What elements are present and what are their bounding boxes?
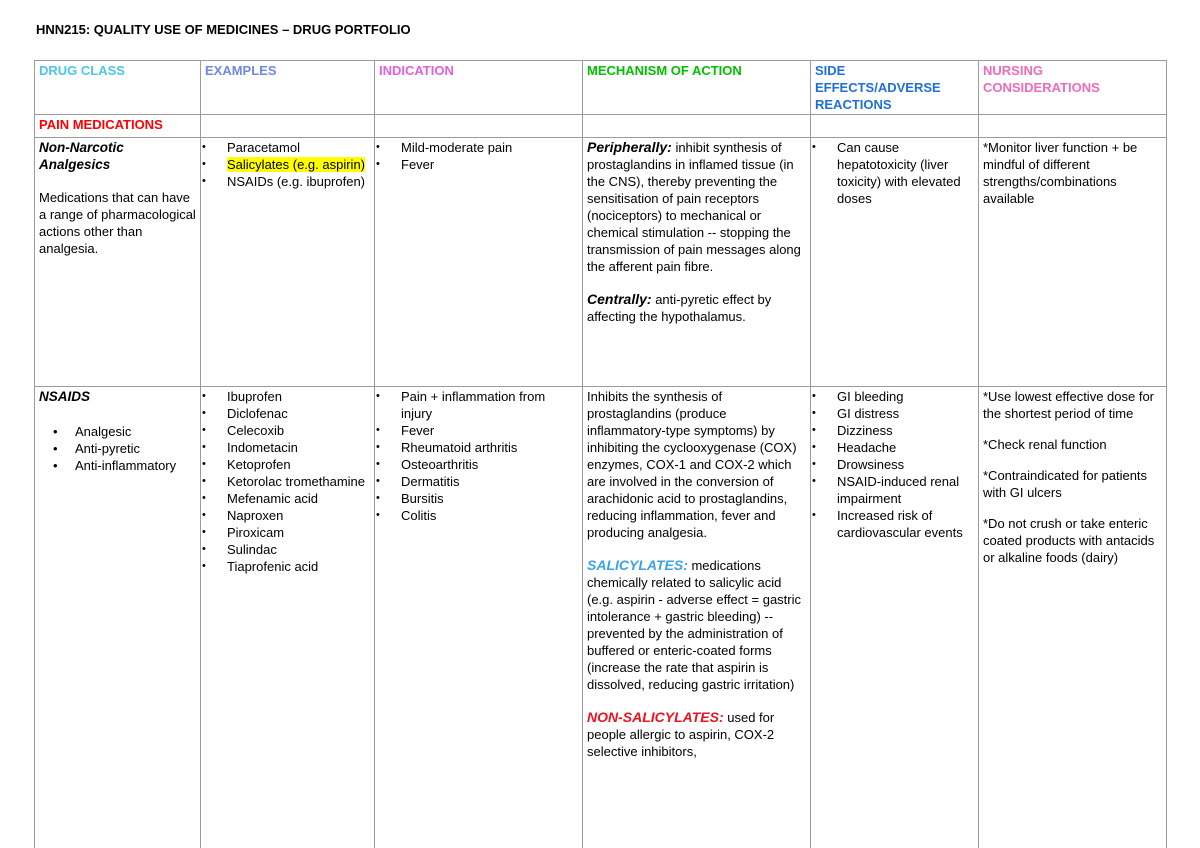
empty-cell [201,115,375,138]
list-item [205,156,370,173]
list-item: • GI bleeding [815,388,974,405]
mechanism-cell [583,387,811,848]
list-item: • Ketorolac tromethamine [205,473,370,490]
side-effects-list [815,139,974,207]
indication-cell [375,387,583,848]
list-item: • Dermatitis [379,473,578,490]
header-side-effects: SIDE EFFECTS/ADVERSE REACTIONS [811,61,979,115]
list-item: • Drowsiness [815,456,974,473]
nursing-cell [979,387,1167,848]
list-item: • Bursitis [379,490,578,507]
list-item: • Ketoprofen [205,456,370,473]
list-item: • GI distress [815,405,974,422]
document-title: HNN215: QUALITY USE OF MEDICINES – DRUG PORTFOLIO [36,22,411,37]
header-nursing: NURSING CONSIDERATIONS [979,61,1167,115]
side-effects-cell [811,387,979,848]
list-item: • NSAIDs (e.g. ibuprofen) [205,173,370,190]
examples-list [205,388,370,575]
section-row [35,115,1167,138]
drug-class-cell [35,138,201,387]
list-item: • Pain + inflammation from injury [379,388,578,422]
mechanism-text: inhibit synthesis of prostaglandins in inflamed tissue (in the CNS), thereby preventing the sensitisation of pain receptors (nociceptors) to mechanical or chemical stimulation -- stopping the transmission of pain messages along the afferent pain fibre. [587,140,801,274]
list-item: • Celecoxib [205,422,370,439]
examples-list [205,139,370,190]
uses-list [39,423,196,474]
mechanism-lead: Peripherally: [587,139,672,155]
empty-cell [979,115,1167,138]
list-item: • Headache [815,439,974,456]
nursing-note: *Check renal function [983,437,1107,452]
nursing-cell [979,138,1167,387]
indication-cell [375,138,583,387]
list-item: • Mefenamic acid [205,490,370,507]
list-item: • Ibuprofen [205,388,370,405]
list-item: • Indometacin [205,439,370,456]
list-item: • Increased risk of cardiovascular events [815,507,974,541]
list-item: • Diclofenac [205,405,370,422]
table-row [35,138,1167,387]
list-item: • Fever [379,156,578,173]
header-row [35,61,1167,115]
mechanism-paragraph [587,557,806,693]
non-salicylates-lead: NON-SALICYLATES: [587,709,724,725]
nursing-note: *Do not crush or take enteric coated products with antacids or alkaline foods (dairy) [983,516,1155,565]
class-description: Medications that can have a range of pharmacological actions other than analgesia. [39,190,196,256]
empty-cell [811,115,979,138]
mechanism-text: used for people allergic to aspirin, COX-2 selective inhibitors, [587,710,775,759]
list-item: • Anti-inflammatory [39,457,196,474]
list-item: • Rheumatoid arthritis [379,439,578,456]
mechanism-cell [583,138,811,387]
indication-list [379,388,578,524]
drug-portfolio-table [34,60,1167,848]
mechanism-text: Inhibits the synthesis of prostaglandins (produce inflammatory-type symptoms) by inhibiting the cyclooxygenase (COX) enzymes, COX-1 and COX-2 which are involved in the conversion of arachidonic acid to prostaglandins, reducing inflammation, fever and producing analgesia. [587,389,797,540]
list-item: • Piroxicam [205,524,370,541]
list-item: • NSAID-induced renal impairment [815,473,974,507]
list-item: • Anti-pyretic [39,440,196,457]
section-title: PAIN MEDICATIONS [35,115,201,138]
mechanism-paragraph [587,291,806,325]
class-name: Non-Narcotic [39,140,124,155]
header-examples: EXAMPLES [201,61,375,115]
examples-cell [201,387,375,848]
side-effects-list [815,388,974,541]
list-item: • Osteoarthritis [379,456,578,473]
header-mechanism: MECHANISM OF ACTION [583,61,811,115]
table-row [35,387,1167,848]
empty-cell [375,115,583,138]
salicylates-lead: SALICYLATES: [587,557,688,573]
list-item: • Paracetamol [205,139,370,156]
list-item: • Dizziness [815,422,974,439]
list-item: • Colitis [379,507,578,524]
list-item: • Fever [379,422,578,439]
list-item: • Naproxen [205,507,370,524]
list-item: • Tiaprofenic acid [205,558,370,575]
class-name: NSAIDS [39,389,91,404]
mechanism-text: anti-pyretic effect by affecting the hypothalamus. [587,292,772,324]
list-item: • Mild-moderate pain [379,139,578,156]
mechanism-paragraph [587,139,806,275]
mechanism-text: medications chemically related to salicylic acid (e.g. aspirin - adverse effect = gastric intolerance + gastric bleeding) -- prevented by the administration of buffered or enteric-coated forms (increase the rate that aspirin is dissolved, reducing gastric irritation) [587,558,801,692]
drug-class-cell [35,387,201,848]
examples-cell [201,138,375,387]
empty-cell [583,115,811,138]
nursing-note: *Contraindicated for patients with GI ulcers [983,468,1148,500]
list-item: • Analgesic [39,423,196,440]
nursing-note: *Use lowest effective dose for the shortest period of time [983,389,1155,421]
list-item: • Can cause hepatotoxicity (liver toxicity) with elevated doses [815,139,974,207]
header-drug-class: DRUG CLASS [35,61,201,115]
mechanism-paragraph [587,388,806,541]
list-item: • Sulindac [205,541,370,558]
mechanism-lead: Centrally: [587,291,652,307]
indication-list [379,139,578,173]
highlighted-text: Salicylates (e.g. aspirin) [227,157,365,172]
header-indication: INDICATION [375,61,583,115]
mechanism-paragraph [587,709,806,760]
class-name: Analgesics [39,157,111,172]
nursing-note: *Monitor liver function + be mindful of different strengths/combinations available [983,140,1138,206]
side-effects-cell [811,138,979,387]
